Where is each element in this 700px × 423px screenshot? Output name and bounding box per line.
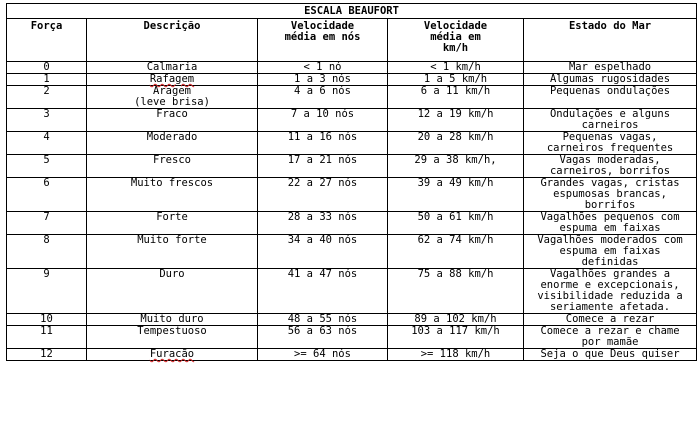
cell-velocidade-nos: 4 a 6 nós — [258, 86, 388, 109]
beaufort-table-container — [6, 3, 696, 361]
cell-estado-mar: Mar espelhado — [524, 62, 697, 74]
cell-velocidade-nos: 56 a 63 nós — [258, 326, 388, 349]
cell-forca: 11 — [7, 326, 87, 349]
cell-forca: 7 — [7, 212, 87, 235]
cell-descricao: Aragem (leve brisa) — [87, 86, 258, 109]
cell-velocidade-nos: 17 a 21 nós — [258, 155, 388, 178]
cell-descricao: Forte — [87, 212, 258, 235]
table-row — [7, 178, 697, 212]
cell-descricao — [87, 349, 258, 361]
cell-descricao — [87, 74, 258, 86]
cell-velocidade-kmh: 29 a 38 km/h, — [388, 155, 524, 178]
cell-forca: 4 — [7, 132, 87, 155]
cell-velocidade-kmh: 89 a 102 km/h — [388, 314, 524, 326]
cell-descricao: Fresco — [87, 155, 258, 178]
cell-forca: 9 — [7, 269, 87, 314]
cell-estado-mar: Vagas moderadas, carneiros, borrifos — [524, 155, 697, 178]
table-row — [7, 155, 697, 178]
table-row — [7, 62, 697, 74]
cell-descricao: Calmaria — [87, 62, 258, 74]
cell-estado-mar: Algumas rugosidades — [524, 74, 697, 86]
cell-descricao: Muito frescos — [87, 178, 258, 212]
spellcheck-word: Rafagem — [149, 73, 195, 85]
cell-velocidade-kmh: 12 a 19 km/h — [388, 109, 524, 132]
cell-estado-mar: Ondulações e alguns carneiros — [524, 109, 697, 132]
cell-velocidade-nos: 34 a 40 nós — [258, 235, 388, 269]
cell-estado-mar: Pequenas vagas, carneiros frequentes — [524, 132, 697, 155]
beaufort-table — [6, 3, 697, 361]
cell-descricao: Moderado — [87, 132, 258, 155]
table-row — [7, 132, 697, 155]
cell-velocidade-kmh: 103 a 117 km/h — [388, 326, 524, 349]
cell-velocidade-kmh: 6 a 11 km/h — [388, 86, 524, 109]
table-row — [7, 212, 697, 235]
cell-velocidade-nos: 7 a 10 nós — [258, 109, 388, 132]
cell-velocidade-kmh: >= 118 km/h — [388, 349, 524, 361]
cell-velocidade-nos: < 1 nó — [258, 62, 388, 74]
header-estado-mar: Estado do Mar — [524, 19, 697, 62]
cell-forca: 1 — [7, 74, 87, 86]
cell-forca: 8 — [7, 235, 87, 269]
cell-velocidade-nos: >= 64 nós — [258, 349, 388, 361]
cell-descricao: Muito forte — [87, 235, 258, 269]
header-row — [7, 19, 697, 62]
header-descricao: Descrição — [87, 19, 258, 62]
cell-estado-mar: Seja o que Deus quiser — [524, 349, 697, 361]
cell-velocidade-nos: 11 a 16 nós — [258, 132, 388, 155]
title-row — [7, 4, 697, 19]
cell-descricao: Fraco — [87, 109, 258, 132]
cell-velocidade-kmh: 1 a 5 km/h — [388, 74, 524, 86]
cell-descricao: Muito duro — [87, 314, 258, 326]
table-row — [7, 269, 697, 314]
cell-estado-mar: Grandes vagas, cristas espumosas brancas, borrifos — [524, 178, 697, 212]
cell-descricao: Duro — [87, 269, 258, 314]
spellcheck-word: Furacão — [149, 348, 195, 360]
cell-estado-mar: Vagalhões moderados com espuma em faixas definidas — [524, 235, 697, 269]
cell-forca: 2 — [7, 86, 87, 109]
table-row — [7, 74, 697, 86]
header-forca: Força — [7, 19, 87, 62]
cell-forca: 12 — [7, 349, 87, 361]
table-row — [7, 314, 697, 326]
header-velocidade-nos: Velocidade média em nós — [258, 19, 388, 62]
cell-velocidade-kmh: 20 a 28 km/h — [388, 132, 524, 155]
cell-forca: 6 — [7, 178, 87, 212]
table-row — [7, 349, 697, 361]
cell-velocidade-nos: 22 a 27 nós — [258, 178, 388, 212]
cell-forca: 0 — [7, 62, 87, 74]
header-velocidade-kmh: Velocidade média em km/h — [388, 19, 524, 62]
cell-velocidade-nos: 41 a 47 nós — [258, 269, 388, 314]
cell-forca: 5 — [7, 155, 87, 178]
cell-forca: 10 — [7, 314, 87, 326]
cell-velocidade-kmh: 75 a 88 km/h — [388, 269, 524, 314]
cell-descricao: Tempestuoso — [87, 326, 258, 349]
cell-estado-mar: Comece a rezar e chame por mamãe — [524, 326, 697, 349]
cell-velocidade-nos: 48 a 55 nós — [258, 314, 388, 326]
cell-estado-mar: Vagalhões grandes a enorme e excepcionais, visibilidade reduzida a seriamente afetada. — [524, 269, 697, 314]
table-row — [7, 109, 697, 132]
cell-velocidade-nos: 1 a 3 nós — [258, 74, 388, 86]
cell-velocidade-nos: 28 a 33 nós — [258, 212, 388, 235]
cell-forca: 3 — [7, 109, 87, 132]
cell-velocidade-kmh: 62 a 74 km/h — [388, 235, 524, 269]
cell-velocidade-kmh: 39 a 49 km/h — [388, 178, 524, 212]
cell-estado-mar: Comece a rezar — [524, 314, 697, 326]
table-row — [7, 235, 697, 269]
cell-velocidade-kmh: < 1 km/h — [388, 62, 524, 74]
table-title: ESCALA BEAUFORT — [7, 4, 697, 19]
table-row — [7, 86, 697, 109]
cell-estado-mar: Pequenas ondulações — [524, 86, 697, 109]
cell-estado-mar: Vagalhões pequenos com espuma em faixas — [524, 212, 697, 235]
table-row — [7, 326, 697, 349]
cell-velocidade-kmh: 50 a 61 km/h — [388, 212, 524, 235]
